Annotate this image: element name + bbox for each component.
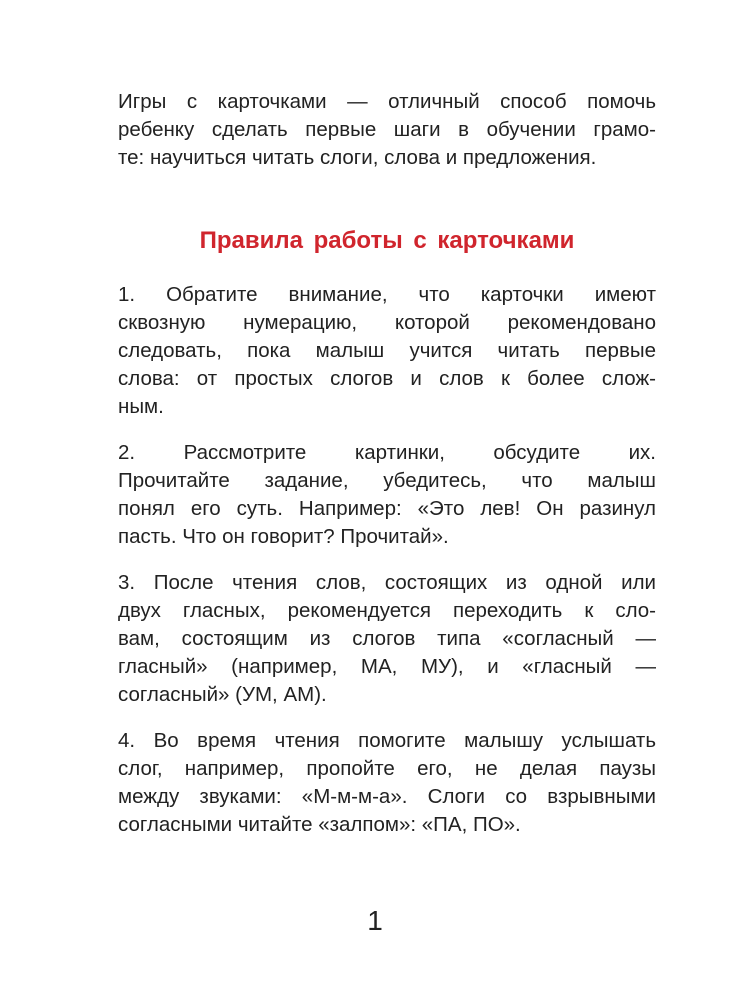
rule-paragraph-1 bbox=[118, 281, 656, 421]
rule-line: сквозную нумерацию, которой рекомендовано bbox=[118, 311, 656, 334]
rule-line: слова: от простых слогов и слов к более слож- bbox=[118, 367, 656, 390]
rule-line: согласный» (УМ, АМ). bbox=[118, 683, 327, 706]
rule-line: 3. После чтения слов, состоящих из одной или bbox=[118, 571, 656, 594]
rule-line: 1. Обратите внимание, что карточки имеют bbox=[118, 283, 656, 306]
rule-line: следовать, пока малыш учится читать первые bbox=[118, 339, 656, 362]
rule-line: вам, состоящим из слогов типа «согласный — bbox=[118, 627, 656, 650]
rule-line: гласный» (например, МА, МУ), и «гласный — bbox=[118, 655, 656, 678]
intro-line: Игры с карточками — отличный способ помочь bbox=[118, 90, 656, 113]
rule-line: 4. Во время чтения помогите малышу услышать bbox=[118, 729, 656, 752]
rule-line: понял его суть. Например: «Это лев! Он разинул bbox=[118, 497, 656, 520]
intro-paragraph bbox=[118, 88, 656, 172]
rule-line: Прочитайте задание, убедитесь, что малыш bbox=[118, 469, 656, 492]
intro-line: ребенку сделать первые шаги в обучении грамо- bbox=[118, 118, 656, 141]
rule-line: ным. bbox=[118, 395, 164, 418]
section-heading: Правила работы с карточками bbox=[199, 227, 575, 254]
rule-paragraph-3 bbox=[118, 569, 656, 709]
rule-paragraph-2 bbox=[118, 439, 656, 551]
page-number: 1 bbox=[367, 905, 383, 936]
rule-paragraph-4 bbox=[118, 727, 656, 839]
rule-line: согласными читайте «залпом»: «ПА, ПО». bbox=[118, 813, 521, 836]
rule-line: 2. Рассмотрите картинки, обсудите их. bbox=[118, 441, 656, 464]
intro-line: те: научиться читать слоги, слова и предложения. bbox=[118, 146, 597, 169]
rule-line: пасть. Что он говорит? Прочитай». bbox=[118, 525, 449, 548]
rule-line: двух гласных, рекомендуется переходить к сло- bbox=[118, 599, 656, 622]
rule-line: между звуками: «М-м-м-а». Слоги со взрывными bbox=[118, 785, 656, 808]
rule-line: слог, например, пропойте его, не делая паузы bbox=[118, 757, 656, 780]
